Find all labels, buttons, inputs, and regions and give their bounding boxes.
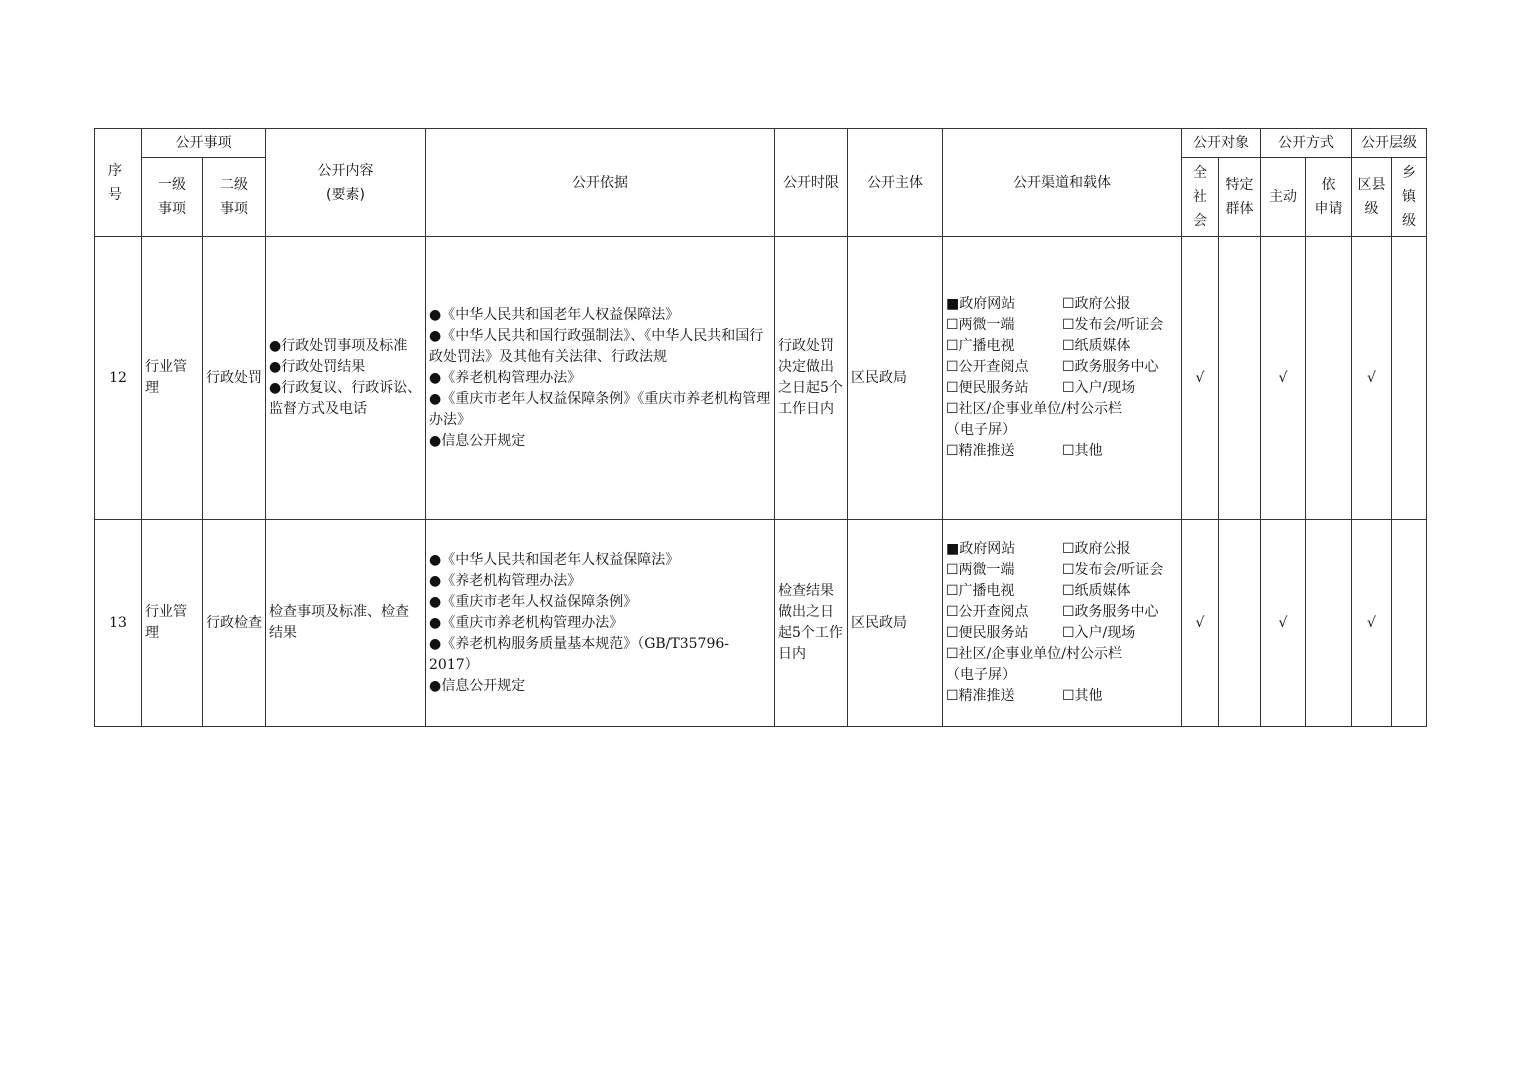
header-target-all: 全 社 会 bbox=[1182, 158, 1219, 237]
row-level1: 行业管理 bbox=[142, 237, 203, 520]
channel-option: ■政府网站 bbox=[946, 296, 1016, 312]
header-subject: 公开主体 bbox=[848, 129, 943, 237]
channel-option: ☐公开查阅点 bbox=[946, 604, 1029, 620]
row-level2: 行政检查 bbox=[203, 520, 266, 727]
channel-option: ☐精准推送 bbox=[946, 688, 1015, 704]
row-level1: 行业管理 bbox=[142, 520, 203, 727]
channel-option: ☐政府公报 bbox=[1062, 541, 1131, 557]
header-method-request: 依 申请 bbox=[1306, 158, 1352, 237]
row-content: 检查事项及标准、检查结果 bbox=[266, 520, 426, 727]
channel-option: ☐两微一端 bbox=[946, 562, 1015, 578]
channel-option: ☐社区/企事业单位/村公示栏 bbox=[946, 401, 1122, 417]
row-content: ●行政处罚事项及标准 ●行政处罚结果 ●行政复议、行政诉讼、监督方式及电话 bbox=[266, 237, 426, 520]
check-mark: √ bbox=[1261, 520, 1306, 727]
channel-option: ☐精准推送 bbox=[946, 443, 1015, 459]
channel-option: ☐两微一端 bbox=[946, 317, 1015, 333]
row-basis: ●《中华人民共和国老年人权益保障法》 ●《中华人民共和国行政强制法》、《中华人民共和国行政处罚法》及其他有关法律、行政法规 ●《养老机构管理办法》 ●《重庆市老年人权益保障条例》《重庆市养老机构管理办法》 ●信息公开规定 bbox=[426, 237, 775, 520]
row-subject: 区民政局 bbox=[848, 237, 943, 520]
check-mark: √ bbox=[1182, 237, 1219, 520]
check-mark: √ bbox=[1352, 237, 1392, 520]
channel-option: ☐政务服务中心 bbox=[1062, 604, 1159, 620]
channel-option: ☐便民服务站 bbox=[946, 380, 1029, 396]
row-channel bbox=[943, 520, 1182, 727]
channel-option: ■政府网站 bbox=[946, 541, 1016, 557]
row-target-specific bbox=[1219, 237, 1261, 520]
channel-option: ☐发布会/听证会 bbox=[1062, 317, 1164, 333]
row-method-request bbox=[1306, 237, 1352, 520]
disclosure-table bbox=[94, 128, 1427, 727]
header-matters: 公开事项 bbox=[142, 129, 266, 158]
check-mark: √ bbox=[1182, 520, 1219, 727]
channel-option: ☐其他 bbox=[1062, 688, 1103, 704]
channel-option: ☐纸质媒体 bbox=[1062, 338, 1131, 354]
channel-option: ☐政务服务中心 bbox=[1062, 359, 1159, 375]
header-channel: 公开渠道和载体 bbox=[943, 129, 1182, 237]
channel-option: ☐便民服务站 bbox=[946, 625, 1029, 641]
row-basis: ●《中华人民共和国老年人权益保障法》 ●《养老机构管理办法》 ●《重庆市老年人权益保障条例》 ●《重庆市养老机构管理办法》 ●《养老机构服务质量基本规范》（GB/T35796-2017） ●信息公开规定 bbox=[426, 520, 775, 727]
channel-option: ☐发布会/听证会 bbox=[1062, 562, 1164, 578]
channel-option-note: （电子屏） bbox=[946, 422, 1016, 438]
header-target: 公开对象 bbox=[1182, 129, 1261, 158]
row-time-limit: 行政处罚决定做出之日起5个工作日内 bbox=[775, 237, 848, 520]
row-seq: 12 bbox=[95, 237, 142, 520]
check-mark: √ bbox=[1261, 237, 1306, 520]
channel-option: ☐政府公报 bbox=[1062, 296, 1131, 312]
row-target-specific bbox=[1219, 520, 1261, 727]
header-target-specific: 特定 群体 bbox=[1219, 158, 1261, 237]
header-time-limit: 公开时限 bbox=[775, 129, 848, 237]
channel-option: ☐广播电视 bbox=[946, 338, 1015, 354]
header-basis: 公开依据 bbox=[426, 129, 775, 237]
header-level: 公开层级 bbox=[1352, 129, 1427, 158]
row-level-town bbox=[1392, 237, 1427, 520]
row-subject: 区民政局 bbox=[848, 520, 943, 727]
header-level1: 一级 事项 bbox=[142, 158, 203, 237]
header-level-town: 乡 镇 级 bbox=[1392, 158, 1427, 237]
channel-option: ☐入户/现场 bbox=[1062, 380, 1136, 396]
channel-option: ☐其他 bbox=[1062, 443, 1103, 459]
channel-option: ☐广播电视 bbox=[946, 583, 1015, 599]
header-content: 公开内容 (要素) bbox=[266, 129, 426, 237]
channel-option: ☐社区/企事业单位/村公示栏 bbox=[946, 646, 1122, 662]
channel-option-note: （电子屏） bbox=[946, 667, 1016, 683]
row-time-limit: 检查结果做出之日起5个工作日内 bbox=[775, 520, 848, 727]
header-seq: 序 号 bbox=[95, 129, 142, 237]
row-seq: 13 bbox=[95, 520, 142, 727]
header-level-county: 区县 级 bbox=[1352, 158, 1392, 237]
header-level2: 二级 事项 bbox=[203, 158, 266, 237]
channel-option: ☐入户/现场 bbox=[1062, 625, 1136, 641]
table-row bbox=[95, 237, 1427, 520]
header-method-active: 主动 bbox=[1261, 158, 1306, 237]
row-level-town bbox=[1392, 520, 1427, 727]
header-method: 公开方式 bbox=[1261, 129, 1352, 158]
check-mark: √ bbox=[1352, 520, 1392, 727]
row-method-request bbox=[1306, 520, 1352, 727]
row-level2: 行政处罚 bbox=[203, 237, 266, 520]
channel-option: ☐纸质媒体 bbox=[1062, 583, 1131, 599]
row-channel bbox=[943, 237, 1182, 520]
table-row bbox=[95, 520, 1427, 727]
channel-option: ☐公开查阅点 bbox=[946, 359, 1029, 375]
